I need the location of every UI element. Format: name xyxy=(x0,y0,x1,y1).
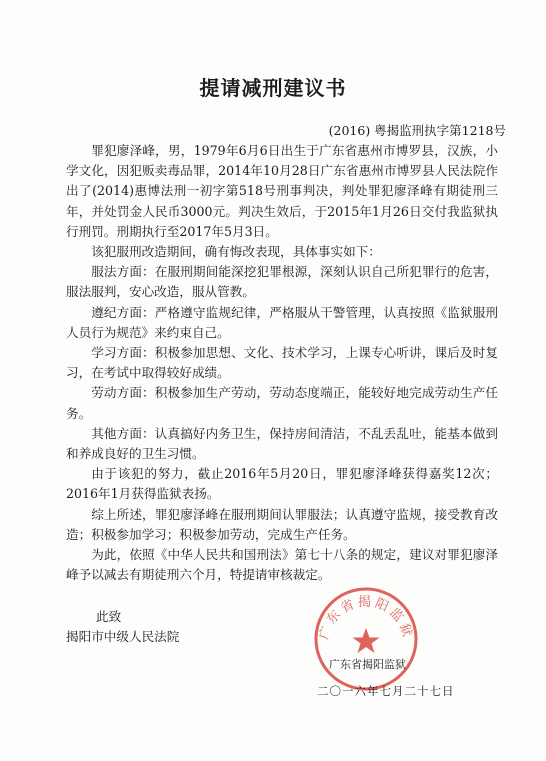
paragraph-discipline: 遵纪方面：严格遵守监规纪律，严格服从干警管理，认真按照《监狱服刑人员行为规范》来约束自己。 xyxy=(66,304,498,340)
salutation: 此致 xyxy=(96,609,122,624)
paragraph-rewards: 由于该犯的努力，截止2016年5月20日，罪犯廖泽峰获得嘉奖12次；2016年1月获得监狱表扬。 xyxy=(66,466,498,502)
paragraph-basic-info: 罪犯廖泽峰，男，1979年6月6日出生于广东省惠州市博罗县，汉族，小学文化，因犯贩卖毒品罪，2014年10月28日广东省惠州市博罗县人民法院作出了(2014)惠博法刑一初字第518号刑事判决，判处罪犯廖泽峰有期徒刑三年，并处罚金人民币3000元。判决生效后，于2015年1月26日交付我监狱执行刑罚。刑期执行至2017年5月3日。 xyxy=(66,143,498,239)
document-body xyxy=(66,141,498,585)
paragraph-summary: 综上所述，罪犯廖泽峰在服刑期间认罪服法；认真遵守监规，接受教育改造；积极参加学习；积极参加劳动，完成生产任务。 xyxy=(66,506,498,542)
document-title: 提请减刑建议书 xyxy=(199,76,347,100)
addressee-block xyxy=(66,607,179,647)
issue-date: 二〇一六年七月二十七日 xyxy=(317,684,455,698)
paragraph-labor: 劳动方面：积极参加生产劳动，劳动态度端正，能较好地完成劳动生产任务。 xyxy=(66,385,498,421)
paragraph-obedience: 服法方面：在服刑期间能深挖犯罪根源，深刻认识自己所犯罪行的危害，服法服判，安心改造，服从管教。 xyxy=(66,264,498,300)
paragraph-study: 学习方面：积极参加思想、文化、技术学习，上课专心听讲，课后及时复习，在考试中取得较好成绩。 xyxy=(66,345,498,381)
seal-star-icon xyxy=(353,628,380,653)
issuer: 广东省揭阳监狱 xyxy=(329,658,406,671)
document-number: (2016) 粤揭监刑执字第1218号 xyxy=(328,123,506,138)
paragraph-intro: 该犯服刑改造期间，确有悔改表现，具体事实如下： xyxy=(91,244,381,260)
recipient: 揭阳市中级人民法院 xyxy=(66,629,180,644)
paragraph-other: 其他方面：认真搞好内务卫生，保持房间清洁，不乱丢乱吐，能基本做到和养成良好的卫生习惯。 xyxy=(66,425,498,462)
seal-text: 广东省揭阳监狱 xyxy=(316,595,416,642)
paragraph-recommendation: 为此，依照《中华人民共和国刑法》第七十八条的规定，建议对罪犯廖泽峰予以减去有期徒刑六个月，特提请审核裁定。 xyxy=(66,547,498,583)
official-seal-icon xyxy=(311,584,421,694)
